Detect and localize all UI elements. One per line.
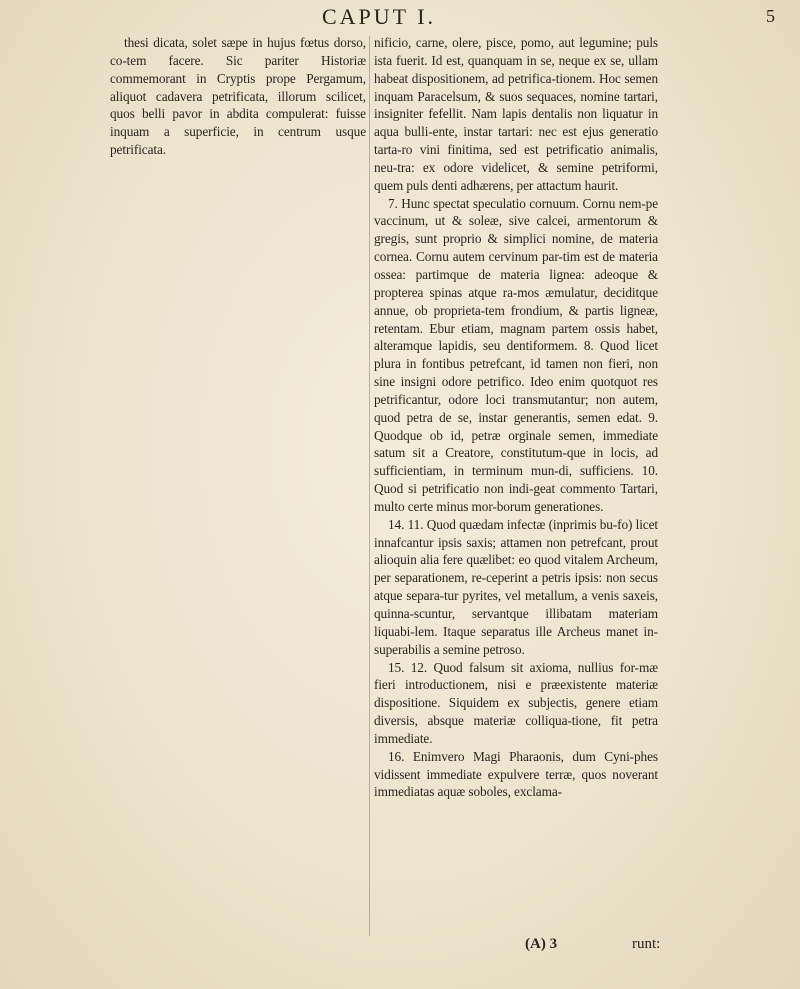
catchword: runt: [632, 936, 661, 952]
signature-mark: (A) 3 [525, 936, 558, 952]
page-header [0, 4, 800, 30]
right-column [374, 34, 658, 801]
paragraph: 15. 12. Quod falsum sit axioma, nullius for-mæ fieri introductionem, nisi e præexistente materiæ dispositione. Siquidem ex subjectis, genere etiam diversis, absque materiæ colliqua-tione, fit petra immediate. [374, 659, 658, 746]
paragraph: 16. Enimvero Magi Pharaonis, dum Cyni-phes vidissent immediate expulvere terræ, quos noverant immediatas aquæ soboles, exclama- [374, 748, 658, 800]
column-divider [369, 36, 370, 936]
page-number: 5 [766, 6, 775, 26]
paragraph: thesi dicata, solet sæpe in hujus fœtus dorso, co-tem facere. Sic pariter Historiæ commemorant in Cryptis prope Pergamum, aliquot cadavera petrificata, illorum scilicet, quos belli pavor in abdita compulerat: fuisse inquam a superficie, in centrum usque petrificata. [110, 35, 366, 158]
left-column [110, 34, 366, 159]
paragraph: 14. 11. Quod quædam infectæ (inprimis bu-fo) licet innafcantur ipsis saxis; attamen non petrefcant, prout alioquin alia fere quælibet: eo quod vitalem Archeum, per separationem, re-ceperint a petris ipsis: non secus atque separa-tur pyrites, vel metallum, a venis saxeis, quinna-scuntur, servantque illibatam materiam liquabi-lem. Itaque separatus ille Archeus manet in-superabilis a semine petroso. [374, 516, 658, 657]
paragraph: nificio, carne, olere, pisce, pomo, aut legumine; puls ista fuerit. Id est, quanquam in se, neque ex se, ullam habeat dispositionem, ad petrifica-tionem. Hoc semen inquam Paracelsum, & suos sequaces, nomine tartari, insigniter fefellit. Nam lapis dentalis non liquatur in aqua bulli-ente, instar tartari: nec est ejus generatio tarta-ro vini finitima, sed est petrificatio animalis, neu-tra: ex odore videlicet, & semine petriformi, quem puls denti adhærens, per attactum haurit. [374, 35, 658, 193]
paragraph: 7. Hunc spectat speculatio cornuum. Cornu nem-pe vaccinum, ut & soleæ, sive calcei, armentorum & gregis, sunt proprio & simplici nomine, de materia cornea. Cornu autem cervinum par-tim est de materia ossea: partimque de materia lignea: adeoque & propterea spinas atque ra-mos æmulatur, deciditque annue, ob proprieta-tem frondium, & partis ligneæ, retentam. Ebur etiam, magnam partem ossis habet, alteramque lapidis, seu dentiformem. 8. Quod licet plura in fontibus petrefcant, id tamen non fieri, non sine insigni odore petrifico. Ideo enim quotquot res petrificantur, odore loci transmutantur; non autem, quod petra de se, instar generantis, semen edat. 9. Quodque ob id, petræ orginale semen, immediate satum sit a Creatore, constitutum-que in locis, ad sufficientiam, in terminum mun-di, sufficiens. 10. Quod si petrificatio non indi-geat commento Tartari, multo certe minus mor-borum generationes. [374, 195, 658, 514]
page-footer [0, 936, 800, 960]
running-head: CAPUT I. [322, 4, 437, 29]
